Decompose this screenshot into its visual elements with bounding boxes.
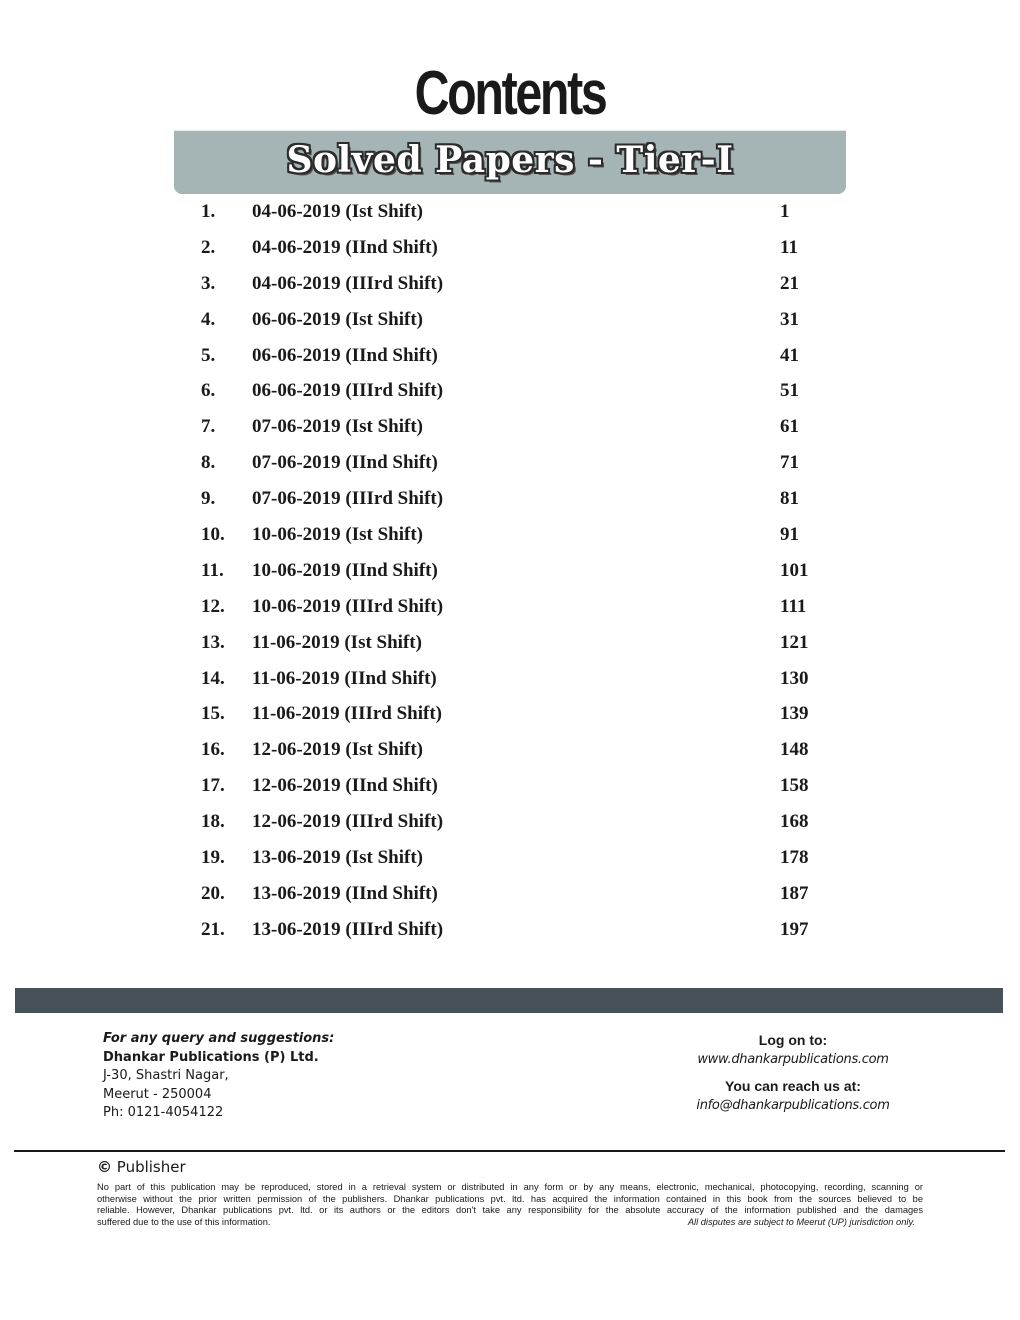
toc-row[interactable] bbox=[0, 588, 1020, 624]
toc-number: 4. bbox=[201, 308, 216, 330]
toc-page-number: 1 bbox=[780, 201, 790, 222]
toc-title: 07-06-2019 (IInd Shift) bbox=[252, 452, 438, 474]
toc-page-number: 71 bbox=[780, 452, 799, 474]
toc-title: 07-06-2019 (Ist Shift) bbox=[252, 416, 423, 438]
toc-page-number: 51 bbox=[780, 380, 799, 402]
toc-title: 10-06-2019 (IInd Shift) bbox=[252, 559, 438, 581]
query-heading: For any query and suggestions: bbox=[103, 1031, 335, 1046]
toc-row[interactable] bbox=[0, 660, 1020, 696]
disclaimer-line: reliable. However, Dhankar publications pvt. ltd. or its authors or the editors don't take any responsibility for the absolute accuracy of the information published and the damages bbox=[97, 1205, 923, 1216]
copyright-label: Publisher bbox=[116, 1158, 186, 1176]
toc-title: 10-06-2019 (Ist Shift) bbox=[252, 524, 423, 546]
contact-address-block bbox=[103, 1030, 334, 1123]
disclaimer-text bbox=[97, 1182, 923, 1228]
toc-page-number: 168 bbox=[780, 811, 809, 833]
toc-page-number: 178 bbox=[780, 847, 809, 869]
website-link[interactable]: www.dhankarpublications.com bbox=[697, 1052, 889, 1067]
toc-page-number: 61 bbox=[780, 416, 799, 438]
toc-title: 13-06-2019 (Ist Shift) bbox=[252, 847, 423, 869]
company-name bbox=[103, 1049, 334, 1068]
copyright-icon: © bbox=[97, 1158, 112, 1176]
toc-number: 3. bbox=[201, 272, 216, 294]
toc-row[interactable] bbox=[0, 408, 1020, 444]
toc-row[interactable] bbox=[0, 803, 1020, 839]
reach-label: You can reach us at: bbox=[725, 1078, 861, 1094]
toc-row[interactable] bbox=[0, 301, 1020, 337]
toc-row[interactable] bbox=[0, 337, 1020, 373]
disclaimer-line: No part of this publication may be reproduced, stored in a retrieval system or distributed in any form or by any means, electronic, mechanical, photocopying, recording, scanning or bbox=[97, 1182, 923, 1192]
toc-title: 07-06-2019 (IIIrd Shift) bbox=[252, 488, 444, 510]
toc-page-number: 21 bbox=[780, 272, 799, 294]
toc-page-number: 130 bbox=[780, 667, 809, 689]
email-link[interactable]: info@dhankarpublications.com bbox=[696, 1098, 890, 1113]
toc-number: 5. bbox=[201, 344, 216, 366]
toc-title: 10-06-2019 (IIIrd Shift) bbox=[252, 595, 444, 617]
toc-page-number: 111 bbox=[780, 595, 807, 617]
toc-row[interactable] bbox=[0, 767, 1020, 803]
phone-number: Ph: 0121-4054122 bbox=[103, 1105, 224, 1120]
toc-page-number: 31 bbox=[780, 308, 799, 330]
toc-number: 11. bbox=[201, 559, 224, 581]
toc-page-number: 148 bbox=[780, 739, 809, 761]
toc-number: 1. bbox=[201, 201, 216, 222]
contact-online-block bbox=[693, 1030, 893, 1116]
toc-title: 11-06-2019 (IIIrd Shift) bbox=[252, 703, 443, 725]
toc-row[interactable] bbox=[0, 372, 1020, 408]
toc-page-number: 101 bbox=[780, 559, 809, 581]
toc-number: 12. bbox=[201, 595, 225, 617]
toc-number: 10. bbox=[201, 524, 225, 546]
toc-row[interactable] bbox=[0, 552, 1020, 588]
section-title: Solved Papers - Tier-I bbox=[286, 139, 734, 181]
toc-number: 7. bbox=[201, 416, 216, 438]
toc-number: 21. bbox=[201, 918, 225, 940]
toc-page-number: 197 bbox=[780, 918, 809, 940]
address-line-1: J-30, Shastri Nagar, bbox=[103, 1068, 229, 1083]
toc-row[interactable] bbox=[0, 516, 1020, 552]
toc-row[interactable] bbox=[0, 875, 1020, 911]
toc-number: 18. bbox=[201, 811, 225, 833]
toc-number: 17. bbox=[201, 775, 225, 797]
horizontal-rule bbox=[14, 1150, 1005, 1152]
log-on-label: Log on to: bbox=[758, 1032, 828, 1048]
toc-title: 04-06-2019 (Ist Shift) bbox=[252, 201, 423, 222]
toc-number: 15. bbox=[201, 703, 225, 725]
toc-number: 16. bbox=[201, 739, 225, 761]
toc-title: 11-06-2019 (IInd Shift) bbox=[252, 667, 437, 689]
toc-title: 12-06-2019 (Ist Shift) bbox=[252, 739, 423, 761]
toc-title: 04-06-2019 (IIIrd Shift) bbox=[252, 272, 444, 294]
toc-row[interactable] bbox=[0, 229, 1020, 265]
toc-title: 12-06-2019 (IIIrd Shift) bbox=[252, 811, 444, 833]
toc-title: 06-06-2019 (IIIrd Shift) bbox=[252, 380, 444, 402]
toc-title: 06-06-2019 (Ist Shift) bbox=[252, 308, 423, 330]
disclaimer-last-line bbox=[97, 1217, 923, 1229]
copyright-notice bbox=[97, 1158, 186, 1176]
table-of-contents bbox=[0, 193, 1020, 947]
footer-divider-band bbox=[15, 988, 1003, 1013]
page-title: Contents bbox=[414, 59, 606, 128]
toc-page-number: 139 bbox=[780, 703, 809, 725]
toc-title: 12-06-2019 (IInd Shift) bbox=[252, 775, 438, 797]
toc-row[interactable] bbox=[0, 265, 1020, 301]
disclaimer-line: otherwise without the prior written permission of the publishers. Dhankar publications pvt. ltd. has acquired the information contained in this book from the sources believed to be bbox=[97, 1193, 923, 1204]
toc-row[interactable] bbox=[0, 911, 1020, 947]
toc-title: 13-06-2019 (IIIrd Shift) bbox=[252, 918, 444, 940]
toc-row[interactable] bbox=[0, 480, 1020, 516]
toc-page-number: 81 bbox=[780, 488, 799, 510]
section-header-band bbox=[174, 131, 846, 194]
toc-number: 6. bbox=[201, 380, 216, 402]
toc-row[interactable] bbox=[0, 839, 1020, 875]
toc-page-number: 41 bbox=[780, 344, 799, 366]
toc-number: 20. bbox=[201, 882, 225, 904]
toc-row[interactable] bbox=[0, 624, 1020, 660]
toc-number: 19. bbox=[201, 847, 225, 869]
toc-row[interactable] bbox=[0, 444, 1020, 480]
toc-title: 13-06-2019 (IInd Shift) bbox=[252, 882, 438, 904]
address-line-2: Meerut - 250004 bbox=[103, 1086, 212, 1102]
toc-number: 2. bbox=[201, 236, 216, 258]
toc-row[interactable] bbox=[0, 193, 1020, 229]
toc-title: 04-06-2019 (IInd Shift) bbox=[252, 236, 438, 258]
company-name-rest: Publications (P) Ltd. bbox=[164, 1049, 319, 1065]
disclaimer-line: suffered due to the use of this information. bbox=[97, 1216, 271, 1227]
toc-row[interactable] bbox=[0, 731, 1020, 767]
toc-page-number: 11 bbox=[780, 236, 798, 258]
toc-page-number: 187 bbox=[780, 882, 809, 904]
toc-page-number: 91 bbox=[780, 524, 799, 546]
jurisdiction-note: All disputes are subject to Meerut (UP) jurisdiction only. bbox=[687, 1216, 915, 1227]
toc-number: 14. bbox=[201, 667, 225, 689]
toc-row[interactable] bbox=[0, 695, 1020, 731]
toc-page-number: 121 bbox=[780, 631, 809, 653]
toc-number: 9. bbox=[201, 488, 216, 510]
toc-title: 06-06-2019 (IInd Shift) bbox=[252, 344, 438, 366]
toc-title: 11-06-2019 (Ist Shift) bbox=[252, 631, 422, 653]
company-name-bold: Dhankar bbox=[103, 1049, 165, 1065]
toc-number: 8. bbox=[201, 452, 216, 474]
toc-page-number: 158 bbox=[780, 775, 809, 797]
toc-number: 13. bbox=[201, 631, 225, 653]
